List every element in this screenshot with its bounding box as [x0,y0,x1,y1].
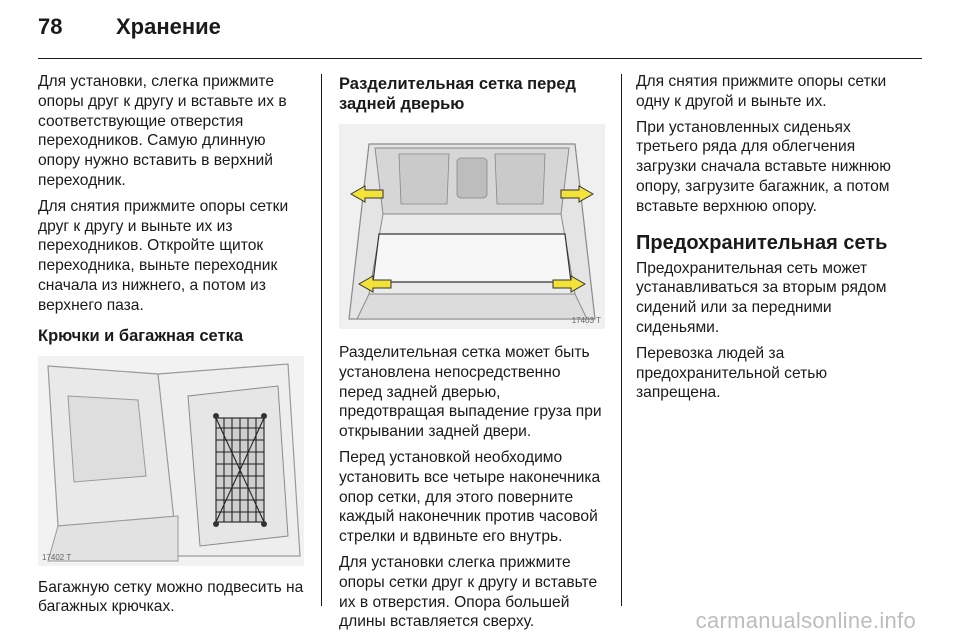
paragraph: Предохранительная сеть может устанавливаться за вторым рядом сидений или за передними сиденьями. [636,259,887,336]
figure-separating-net [339,124,605,329]
figure-code: 17402 T [42,552,72,562]
column-1 [38,72,306,623]
header-divider [38,58,922,59]
paragraph: Для снятия прижмите опоры сетки одну к другой и выньте их. [636,73,887,110]
paragraph: Для установки слегка прижмите опоры сетки друг к другу и вставьте их в отверстия. Опора большей длины вставляется сверху. [339,553,598,631]
paragraph: Перед установкой необходимо установить все четыре наконечника опор сетки, для этого поверните каждый наконечник против часовой стрелки и вдвиньте его внутрь. [339,448,601,546]
paragraph: Разделительная сетка может быть установлена непосредственно перед задней дверью, предотвращая выпадение груза при открывании задней двери. [339,344,602,441]
section-heading-separating-net: Разделительная сетка перед задней дверью [339,75,576,113]
page-number: 78 [38,14,63,39]
page-title: Хранение [116,14,221,39]
figure-caption: Багажную сетку можно подвесить на багажных крючках. [38,578,304,616]
net-mesh-icon [216,418,264,522]
paragraph: Для снятия прижмите опоры сетки друг к другу и выньте их из переходников. Откройте щиток переходника, выньте переходник сначала из нижнего, а потом из верхнего паза. [38,197,289,314]
section-heading-hooks-net: Крючки и багажная сетка [38,326,244,345]
section-heading-safety-net: Предохранительная сеть [636,231,888,254]
page-header [38,14,221,48]
trunk-rear-net-illustration [339,124,605,329]
paragraph: Перевозка людей за предохранительной сетью запрещена. [636,344,828,402]
watermark: carmanualsonline.info [695,608,916,633]
figure-code: 17403 T [571,316,601,325]
column-divider-1 [321,74,322,606]
paragraph: Для установки, слегка прижмите опоры друг к другу и вставьте их в соответствующие отверстия переходников. Самую длинную опору нужно вставить в верхний переходник. [38,73,287,189]
paragraph: При установленных сиденьях третьего ряда для облегчения загрузки сначала вставьте нижнюю опору, загрузите багажник, а потом вставьте верхнюю опору. [636,118,891,215]
figure-luggage-net-hooks [38,356,304,566]
column-2 [339,72,607,638]
column-divider-2 [621,74,622,606]
trunk-side-net-illustration [38,356,304,566]
column-3 [636,72,908,409]
